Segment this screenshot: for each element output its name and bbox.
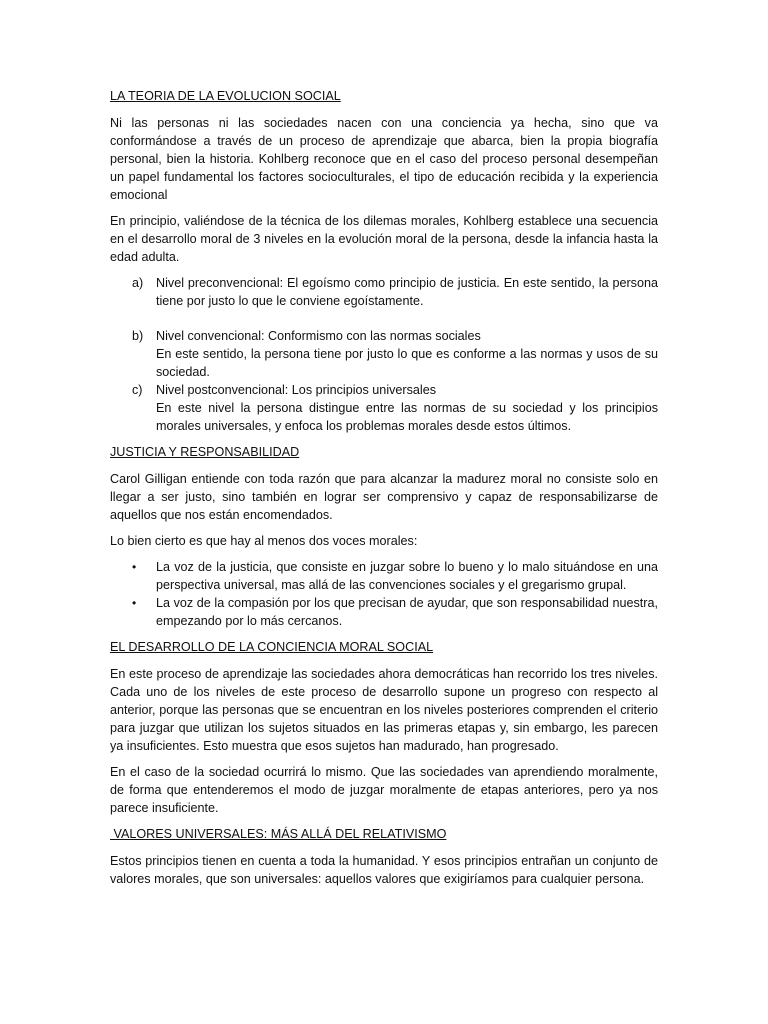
- list-item: [110, 558, 658, 594]
- list-item-text: Nivel convencional: Conformismo con las normas sociales: [156, 329, 481, 343]
- document-body: [110, 87, 658, 896]
- paragraph-voces: Lo bien cierto es que hay al menos dos voces morales:: [110, 534, 418, 548]
- bullet-icon: •: [132, 596, 137, 610]
- list-item: [110, 594, 658, 630]
- paragraph-kohlberg: En principio, valiéndose de la técnica de los dilemas morales, Kohlberg establece una secuencia en el desarrollo moral de 3 niveles en la evolución moral de la persona, desde la infancia hasta la edad adulta.: [110, 214, 658, 264]
- paragraph-gilligan: Carol Gilligan entiende con toda razón que para alcanzar la madurez moral no consiste solo en llegar a ser justo, sino también en lograr ser comprensivo y capaz de responsabilizarse de aquellos que nos están encomendados.: [110, 472, 658, 522]
- levels-list: [110, 274, 658, 435]
- paragraph-principios: Estos principios tienen en cuenta a toda la humanidad. Y esos principios entrañan un conjunto de valores morales, que son universales: aquellos valores que exigiríamos para cualquier persona.: [110, 854, 658, 886]
- section-heading-teoria: LA TEORIA DE LA EVOLUCION SOCIAL: [110, 89, 341, 103]
- section-heading-desarrollo: EL DESARROLLO DE LA CONCIENCIA MORAL SOCIAL: [110, 640, 434, 654]
- list-item-body: [156, 327, 658, 381]
- list-marker: a): [132, 276, 144, 290]
- paragraph-sociedad: En el caso de la sociedad ocurrirá lo mismo. Que las sociedades van aprendiendo moralmente, de forma que entenderemos el modo de juzgar moralmente de etapas anteriores, pero ya nos parece insuficiente.: [110, 765, 658, 815]
- section-heading-valores: VALORES UNIVERSALES: MÁS ALLÁ DEL RELATIVISMO: [110, 827, 447, 841]
- voices-list: [110, 558, 658, 630]
- bullet-icon: •: [132, 560, 137, 574]
- paragraph-proceso: En este proceso de aprendizaje las sociedades ahora democráticas han recorrido los tres niveles. Cada uno de los niveles de este proceso de desarrollo supone un progreso con respecto al anterior, porque las personas que se encuentran en los niveles posteriores comprenden el criterio para juzgar que utilizan los sujetos situados en las primeras etapas y, sin embargo, les parecen ya insuficientes. Esto muestra que esos sujetos han madurado, han progresado.: [110, 667, 658, 753]
- section-heading-justicia: JUSTICIA Y RESPONSABILIDAD: [110, 445, 300, 459]
- list-item: [110, 381, 658, 435]
- list-item-text: Nivel postconvencional: Los principios universales: [156, 383, 437, 397]
- list-marker: c): [132, 383, 143, 397]
- list-item: [110, 327, 658, 381]
- list-item-text: Nivel preconvencional: El egoísmo como principio de justicia. En este sentido, la persona tiene por justo lo que le conviene egoístamente.: [156, 276, 658, 308]
- list-item-detail: En este nivel la persona distingue entre las normas de su sociedad y los principios morales universales, y enfoca los problemas morales desde estos últimos.: [156, 401, 658, 433]
- list-item-text: La voz de la justicia, que consiste en juzgar sobre lo bueno y lo malo situándose en una perspectiva universal, mas allá de las convenciones sociales y el gregarismo grupal.: [156, 560, 658, 592]
- list-marker: b): [132, 329, 144, 343]
- list-item-detail: En este sentido, la persona tiene por justo lo que es conforme a las normas y usos de su sociedad.: [156, 347, 658, 379]
- list-item-body: [156, 381, 658, 435]
- list-item-text: La voz de la compasión por los que precisan de ayudar, que son responsabilidad nuestra, empezando por lo más cercanos.: [156, 596, 658, 628]
- list-item: [110, 274, 658, 310]
- paragraph-intro: Ni las personas ni las sociedades nacen con una conciencia ya hecha, sino que va conformándose a través de un proceso de aprendizaje que abarca, bien la propia biografía personal, bien la historia. Kohlberg reconoce que en el caso del proceso personal desempeñan un papel fundamental los factores socioculturales, el tipo de educación recibida y la experiencia emocional: [110, 116, 658, 202]
